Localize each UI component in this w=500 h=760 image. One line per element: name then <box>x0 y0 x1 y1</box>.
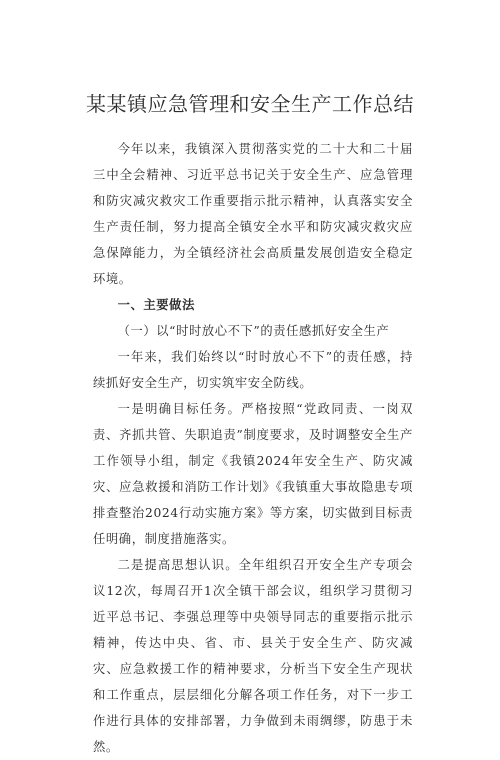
document-title: 某某镇应急管理和安全生产工作总结 <box>86 92 414 116</box>
document-body <box>93 136 413 760</box>
intro-paragraph: 今年以来，我镇深入贯彻落实党的二十大和二十届三中全会精神、习近平总书记关于安全生产、应急管理和防灾减灾救灾工作重要指示批示精神，认真落实安全生产责任制，努力提高全镇安全水平和防灾减灾救灾应急保障能力，为全镇经济社会高质量发展创造安全稳定环境。 <box>93 142 413 286</box>
body-paragraph: 一是明确目标任务。严格按照“党政同责、一岗双责、齐抓共管、失职追责”制度要求，及时调整安全生产工作领导小组，制定《我镇2024年安全生产、防灾减灾、应急救援和消防工作计划》《我镇重大事故隐患专项排查整治2024行动实施方案》等方案，切实做到目标责任明确，制度措施落实。 <box>93 402 413 546</box>
subsection-heading: （一）以“时时放心不下”的责任感抓好安全生产 <box>117 324 390 338</box>
body-paragraph: 二是提高思想认识。全年组织召开安全生产专项会议12次，每周召开1次全镇干部会议，组织学习贯彻习近平总书记、李强总理等中央领导同志的重要指示批示精神，传达中央、省、市、县关于安全生产、防灾减灾、应急救援工作的精神要求，分析当下安全生产现状和工作重点，层层细化分解各项工作任务，对下一步工作进行具体的安排部署，力争做到未雨绸缪，防患于未然。 <box>93 558 413 754</box>
section-heading: 一、主要做法 <box>117 298 195 312</box>
body-paragraph: 一年来，我们始终以“时时放心不下”的责任感，持续抓好安全生产，切实筑牢安全防线。 <box>93 350 413 390</box>
